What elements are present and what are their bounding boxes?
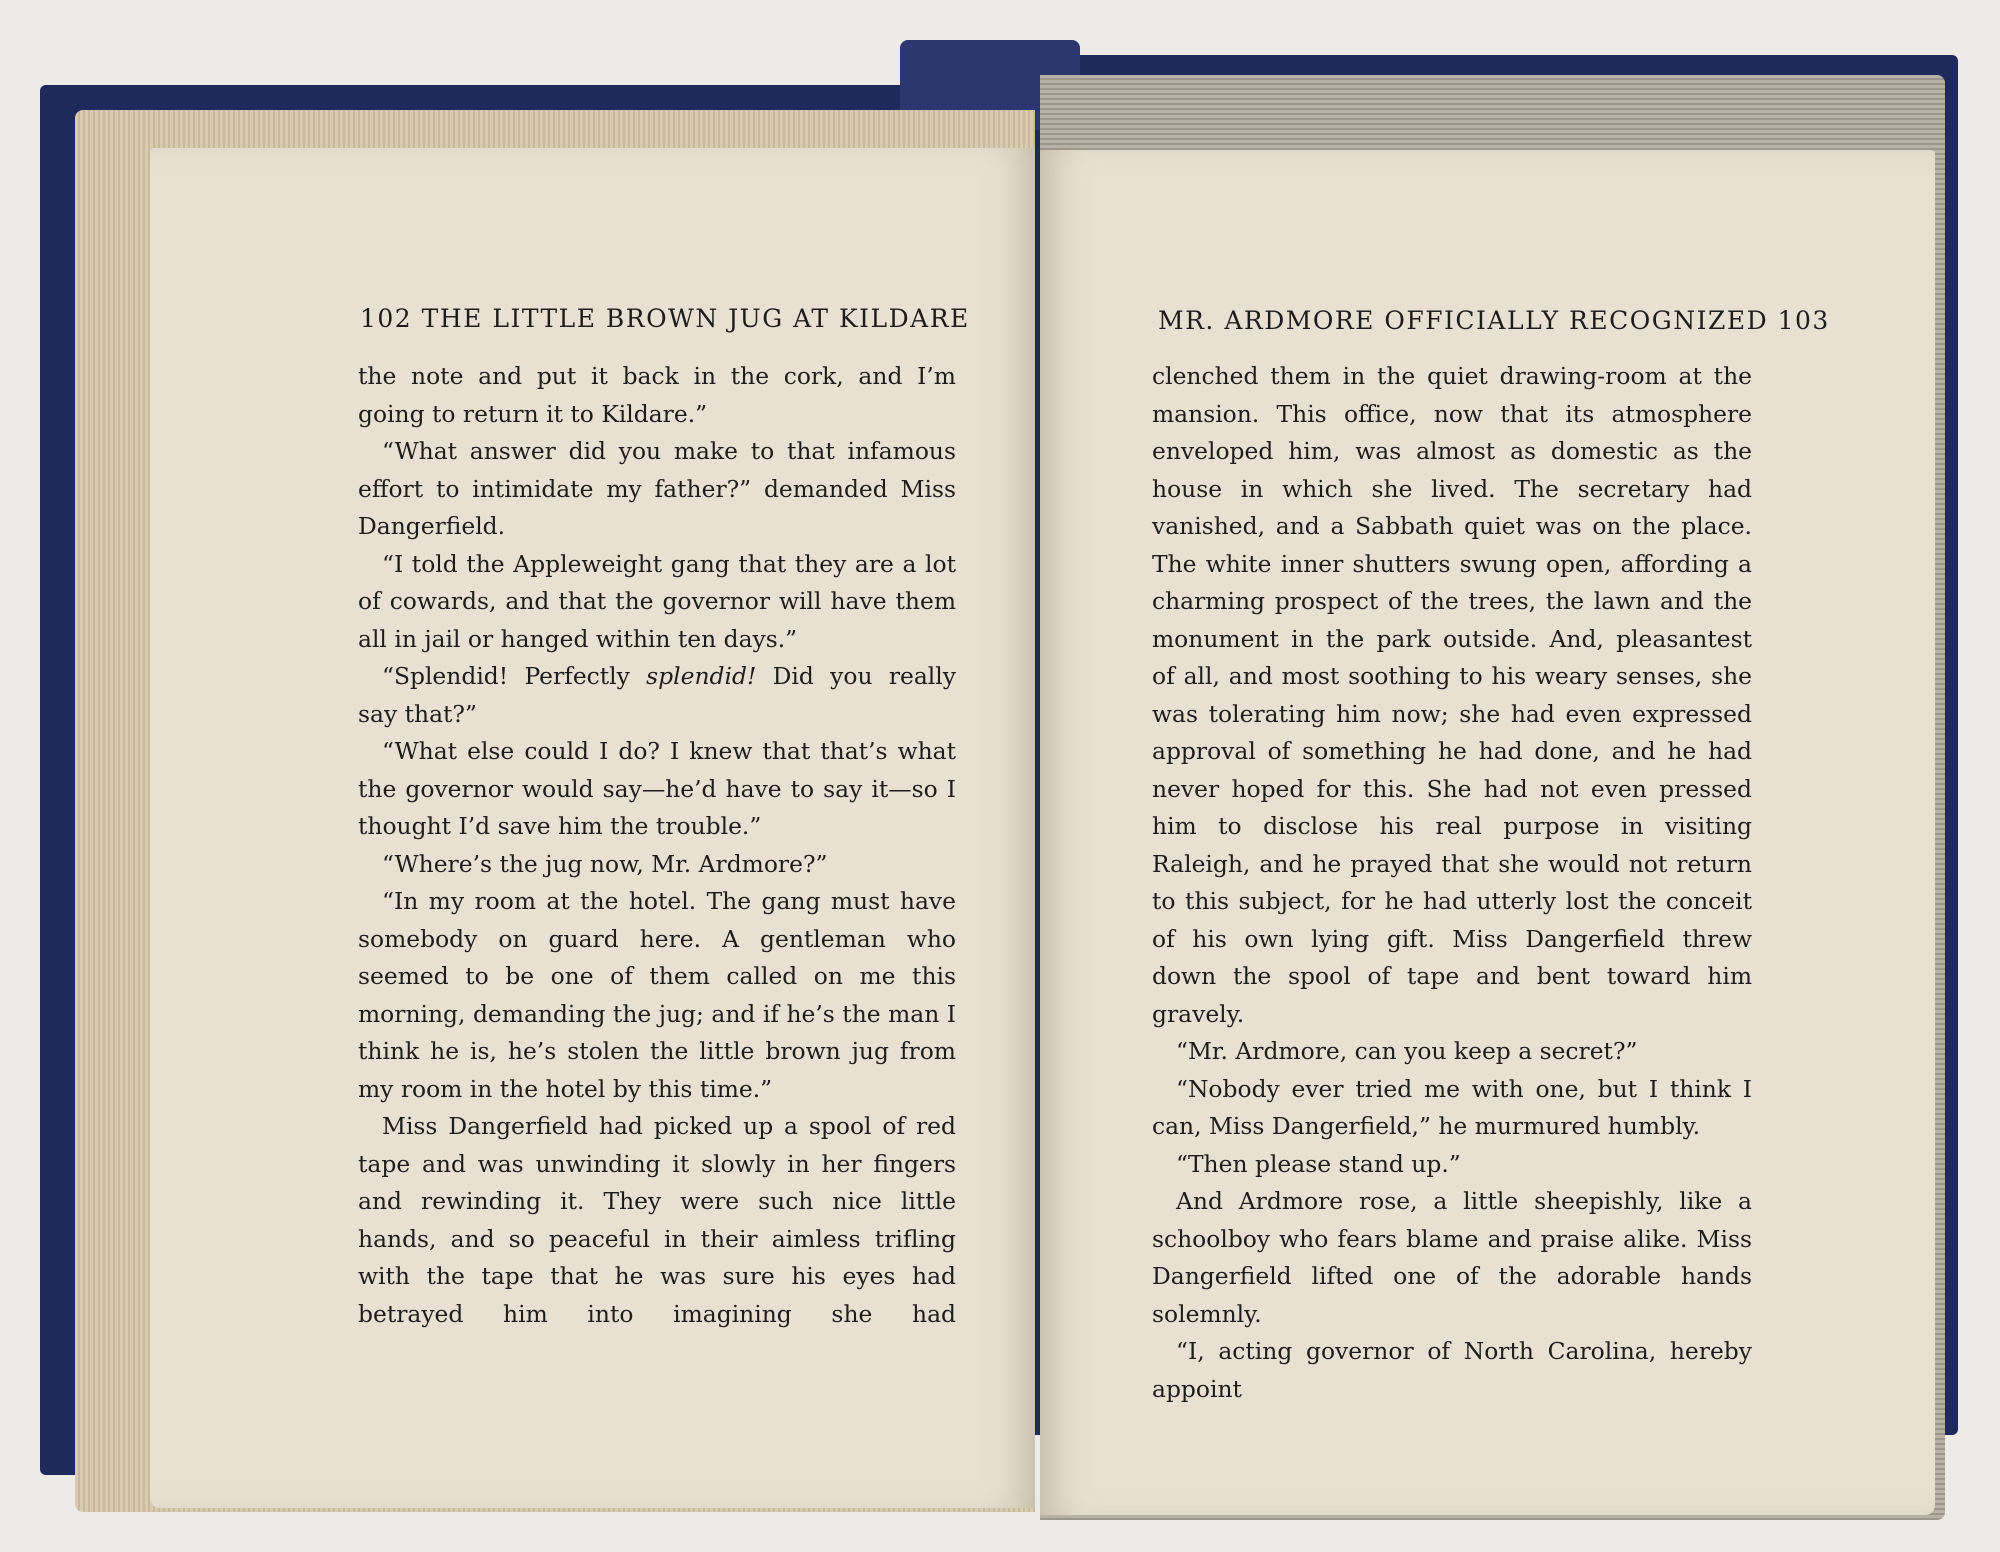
paragraph: “I told the Appleweight gang that they are a lot of cowards, and that the governor will have them all in jail or hanged within ten days.” — [358, 549, 956, 653]
right-running-head: MR. ARDMORE OFFICIALLY RECOGNIZED — [1158, 306, 1769, 335]
left-page-body — [358, 358, 956, 1333]
paragraph: “Then please stand up.” — [1176, 1149, 1461, 1178]
paragraph: “Mr. Ardmore, can you keep a secret?” — [1176, 1037, 1638, 1065]
right-page-body — [1152, 358, 1752, 1408]
paragraph: And Ardmore rose, a little sheepishly, like a schoolboy who fears blame and praise alike. Miss Dangerfield lifted one of the adorable hands solemnly. — [1152, 1187, 1752, 1328]
right-page-number: 103 — [1777, 306, 1830, 335]
left-page — [150, 148, 1035, 1508]
paragraph-text: “Splendid! Perfectly — [382, 662, 647, 690]
paragraph: “Nobody ever tried me with one, but I think I can, Miss Dangerfield,” he murmured humbly. — [1152, 1074, 1752, 1140]
paragraph: clenched them in the quiet drawing-room at the mansion. This office, now that its atmosphere enveloped him, was almost as domestic as the house in which she lived. The secretary had vanished, and a Sabbath quiet was on the place. The white inner shutters swung open, affording a charming prospect of the trees, the lawn and the monument in the park outside. And, pleasantest of all, and most soothing to his weary senses, she was tolerating him now; she had even expressed approval of something he had done, and he had never hoped for this. She had not even pressed him to disclose his real purpose in visiting Raleigh, and he prayed that she would not return to this subject, for he had utterly lost the conceit of his own lying gift. Miss Dangerfield threw down the spool of tape and bent toward him gravely. — [1152, 362, 1752, 1028]
paragraph: “In my room at the hotel. The gang must have somebody on guard here. A gentleman who seemed to be one of them called on me this morning, demanding the jug; and if he’s the man I think he is, he’s stolen the little brown jug from my room in the hotel by this time.” — [358, 887, 956, 1103]
paragraph: “Where’s the jug now, Mr. Ardmore?” — [382, 849, 828, 878]
left-running-head: THE LITTLE BROWN JUG AT KILDARE — [421, 304, 970, 333]
paragraph-text: Did you really say that?” — [358, 662, 956, 728]
right-page — [1040, 150, 1935, 1515]
paragraph — [358, 658, 956, 733]
paragraph: “What else could I do? I knew that that’s what the governor would say—he’d have to say it—so I thought I’d save him the trouble.” — [358, 737, 956, 840]
emphasis-text: splendid! — [646, 662, 757, 690]
paragraph: the note and put it back in the cork, and I’m going to return it to Kildare.” — [358, 362, 956, 428]
paragraph: Miss Dangerfield had picked up a spool of red tape and was unwinding it slowly in her fingers and rewinding it. They were such nice little hands, and so peaceful in their aimless trifling with the tape that he was sure his eyes had betrayed him into imagining she had — [358, 1112, 956, 1328]
paragraph: “I, acting governor of North Carolina, hereby appoint — [1152, 1337, 1752, 1403]
left-page-number: 102 — [360, 304, 413, 333]
right-page-header — [1158, 306, 1830, 335]
left-page-header — [360, 304, 970, 333]
paragraph: “What answer did you make to that infamous effort to intimidate my father?” demanded Miss Dangerfield. — [358, 437, 956, 540]
